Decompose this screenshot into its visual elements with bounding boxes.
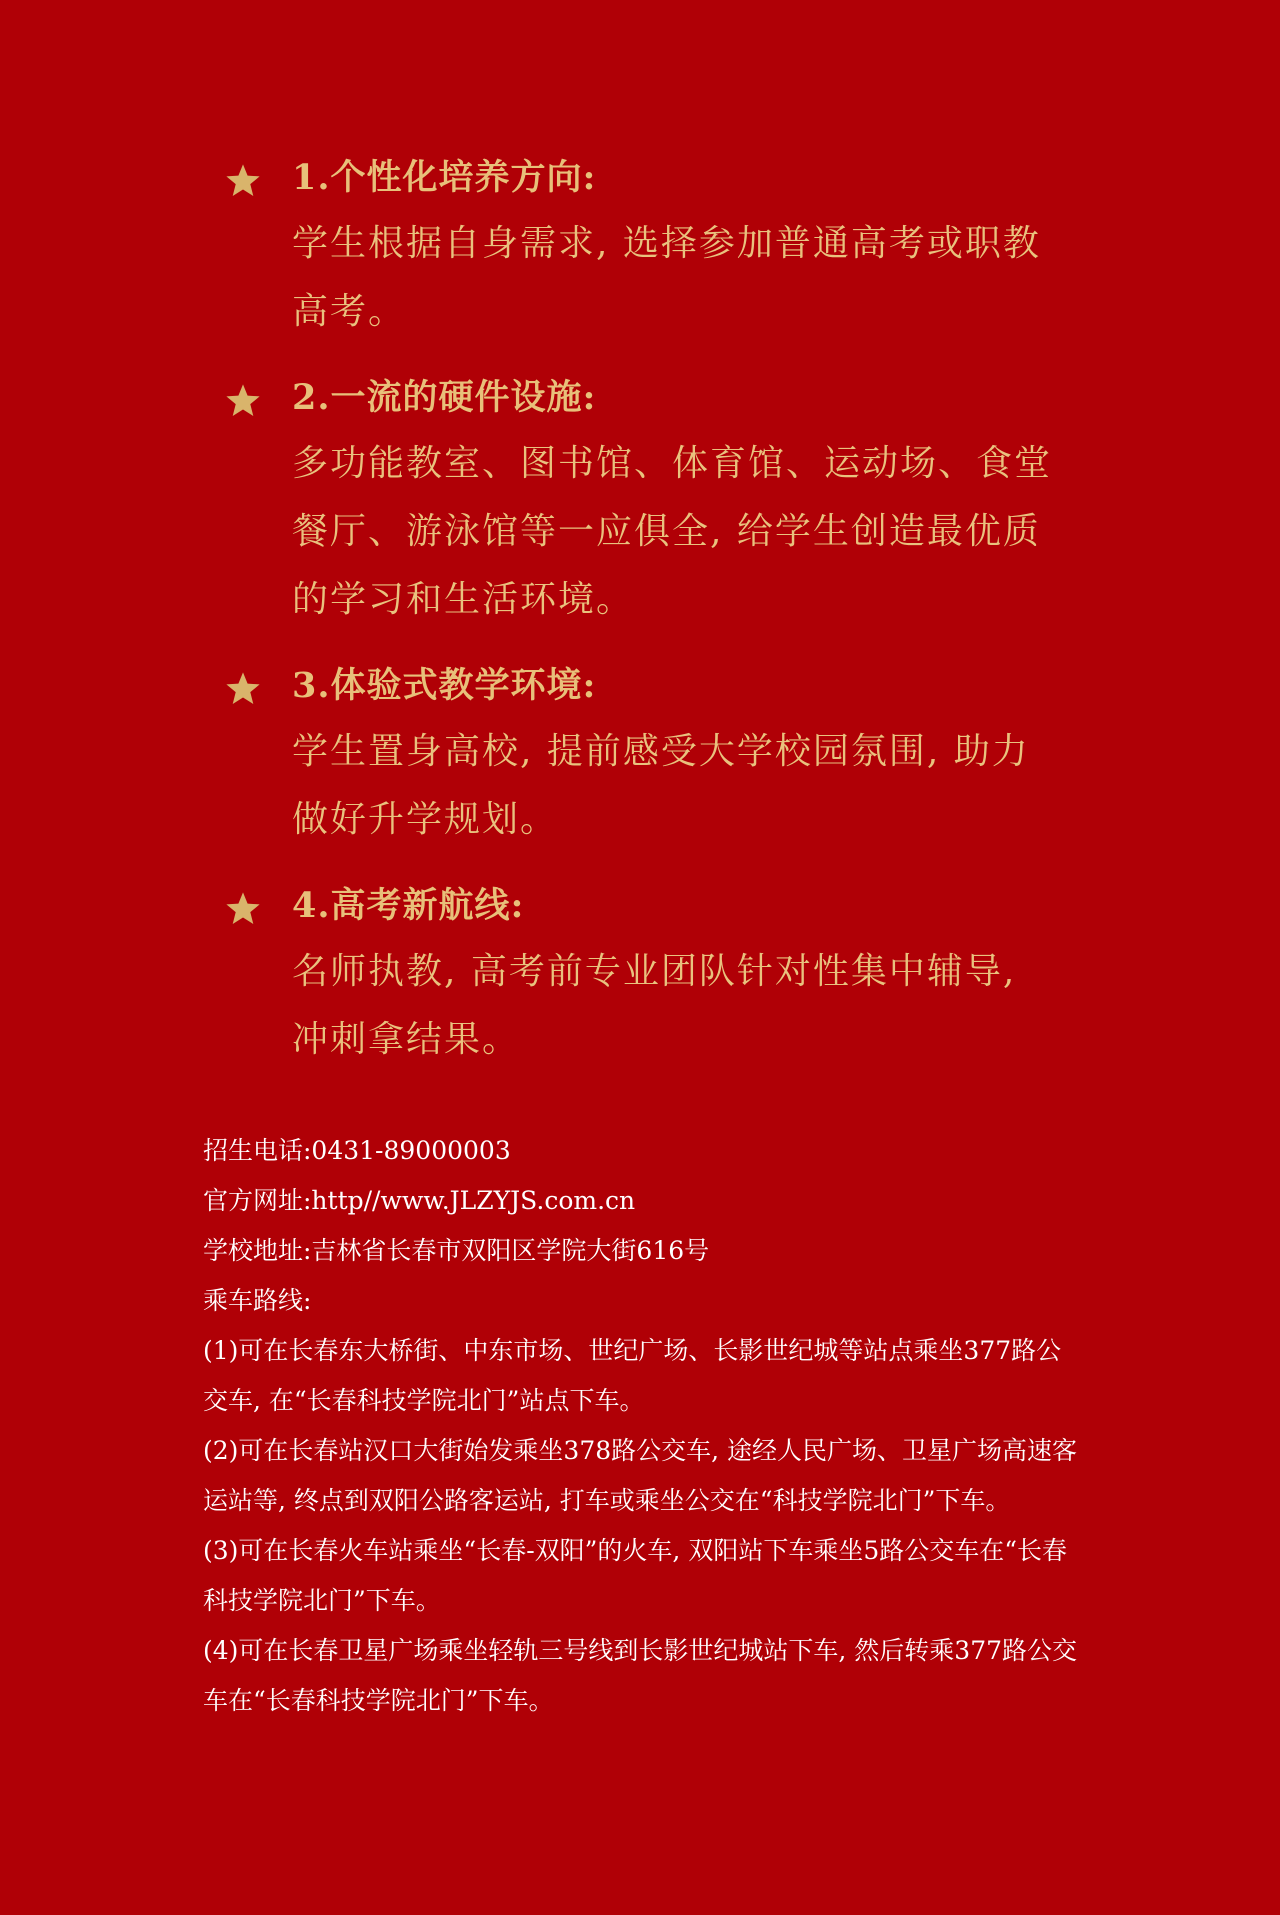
feature-title: 1.个性化培养方向: [292,157,597,198]
star-icon [224,670,262,708]
star-icon [224,890,262,928]
star-icon [224,382,262,420]
routes-label: 乘车路线: [203,1286,312,1315]
star-icon [224,162,262,200]
feature-item [224,658,1064,854]
address-line: 学校地址:吉林省长春市双阳区学院大街616号 [203,1236,710,1265]
route-item: (3)可在长春火车站乘坐“长春-双阳”的火车, 双阳站下车乘坐5路公交车在“长春科技学院北门”下车。 [203,1536,1068,1615]
website-line: 官方网址:http//www.JLZYJS.com.cn [203,1186,636,1215]
route-item: (4)可在长春卫星广场乘坐轻轨三号线到长影世纪城站下车, 然后转乘377路公交车在“长春科技学院北门”下车。 [203,1636,1078,1715]
feature-item [224,150,1064,346]
feature-title: 4.高考新航线: [292,885,525,926]
feature-title: 2.一流的硬件设施: [292,377,597,418]
feature-description: 学生根据自身需求, 选择参加普通高考或职教高考。 [292,223,1041,332]
contact-info [203,1126,1083,1726]
feature-description: 名师执教, 高考前专业团队针对性集中辅导, 冲刺拿结果。 [292,951,1017,1060]
feature-title: 3.体验式教学环境: [292,665,597,706]
route-item: (1)可在长春东大桥街、中东市场、世纪广场、长影世纪城等站点乘坐377路公交车, 在“长春科技学院北门”站点下车。 [203,1336,1062,1415]
phone-line: 招生电话:0431-89000003 [203,1136,511,1165]
feature-item [224,878,1064,1074]
feature-description: 学生置身高校, 提前感受大学校园氛围, 助力做好升学规划。 [292,731,1030,840]
feature-item [224,370,1064,634]
route-item: (2)可在长春站汉口大街始发乘坐378路公交车, 途经人民广场、卫星广场高速客运站等, 终点到双阳公路客运站, 打车或乘坐公交在“科技学院北门”下车。 [203,1436,1078,1515]
feature-description: 多功能教室、图书馆、体育馆、运动场、食堂餐厅、游泳馆等一应俱全, 给学生创造最优质的学习和生活环境。 [292,443,1053,620]
feature-list [224,150,1064,1098]
